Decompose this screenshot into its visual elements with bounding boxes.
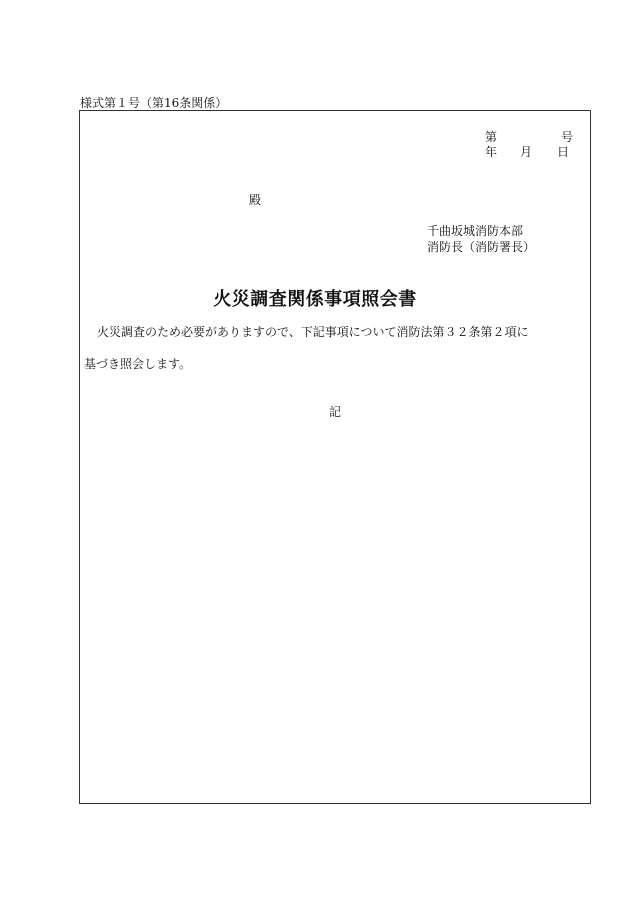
number-suffix: 号 xyxy=(561,130,574,144)
number-prefix: 第 xyxy=(485,130,498,144)
document-frame xyxy=(79,110,591,804)
date-year: 年 xyxy=(485,145,498,159)
date-day: 日 xyxy=(557,145,570,159)
sender-organization: 千曲坂城消防本部 xyxy=(427,224,524,238)
ki-heading: 記 xyxy=(328,405,341,419)
date-month: 月 xyxy=(520,145,533,159)
document-title: 火災調査関係事項照会書 xyxy=(213,289,417,310)
form-number-label: 様式第１号（第16条関係） xyxy=(80,96,228,110)
addressee-honorific: 殿 xyxy=(249,193,262,207)
body-line-1: 火災調査のため必要がありますので、下記事項について消防法第３２条第２項に xyxy=(97,325,529,339)
sender-title: 消防長（消防署長） xyxy=(427,240,536,254)
body-line-2: 基づき照会します。 xyxy=(84,357,192,371)
